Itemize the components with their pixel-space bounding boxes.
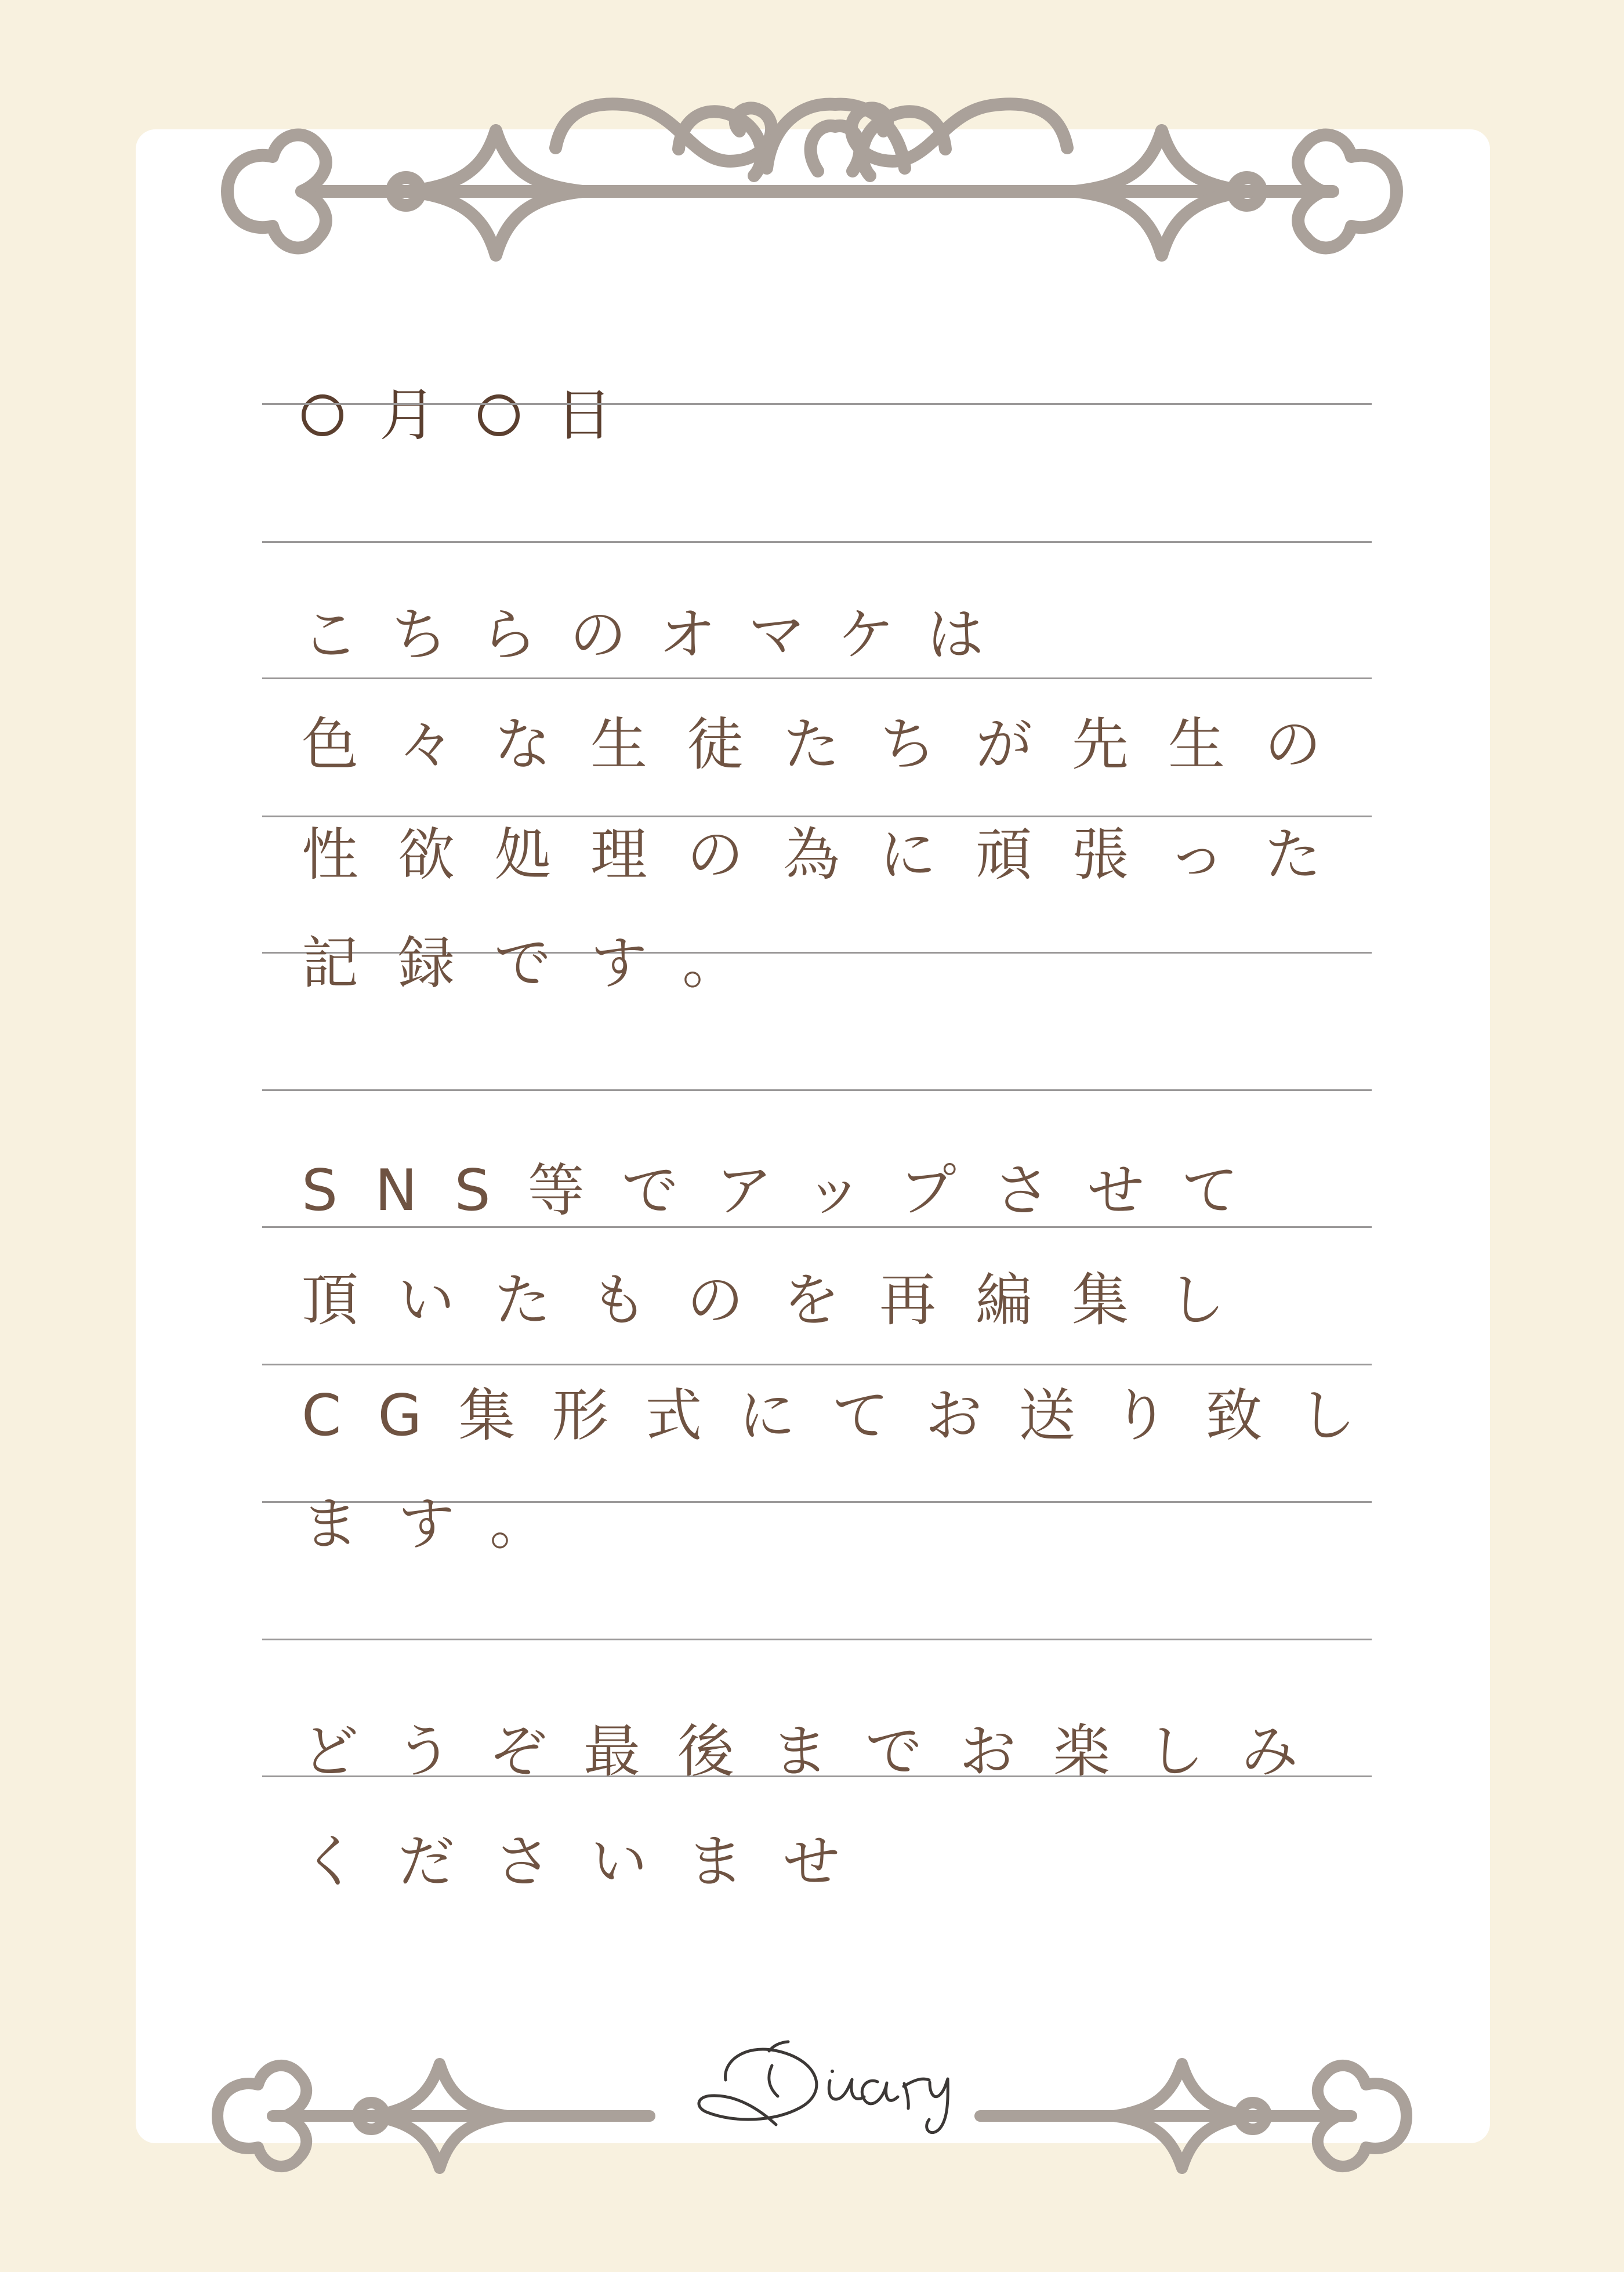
rule-6: [262, 1089, 1372, 1091]
body-line-7: CG集形式にてお送り致し: [302, 1383, 1393, 1449]
rule-10: [262, 1639, 1372, 1640]
rule-2: [262, 541, 1372, 543]
day-label: 日: [556, 382, 613, 449]
rule-3: [262, 677, 1372, 679]
body-line-9: どうぞ最後までお楽しみ: [302, 1719, 1336, 1785]
rule-1: [262, 403, 1372, 405]
body-line-10: くださいませ: [302, 1829, 880, 1895]
month-circle-icon: [302, 394, 343, 436]
body-line-3: 性欲処理の為に頑張った: [302, 822, 1361, 888]
body-line-5: SNS等でアップさせて: [302, 1158, 1275, 1224]
date-line: [302, 371, 654, 452]
body-line-6: 頂いたものを再編集し: [302, 1267, 1265, 1334]
diary-title-script: [680, 2013, 976, 2140]
day-circle-icon: [478, 394, 520, 436]
body-line-2: 色々な生徒たちが先生の: [302, 712, 1361, 778]
month-label: 月: [379, 382, 437, 449]
body-line-4: 記録です。: [302, 930, 779, 997]
body-line-1: こちらのオマケは: [302, 602, 1017, 668]
body-line-8: ます。: [302, 1491, 586, 1557]
rule-8: [262, 1364, 1372, 1365]
